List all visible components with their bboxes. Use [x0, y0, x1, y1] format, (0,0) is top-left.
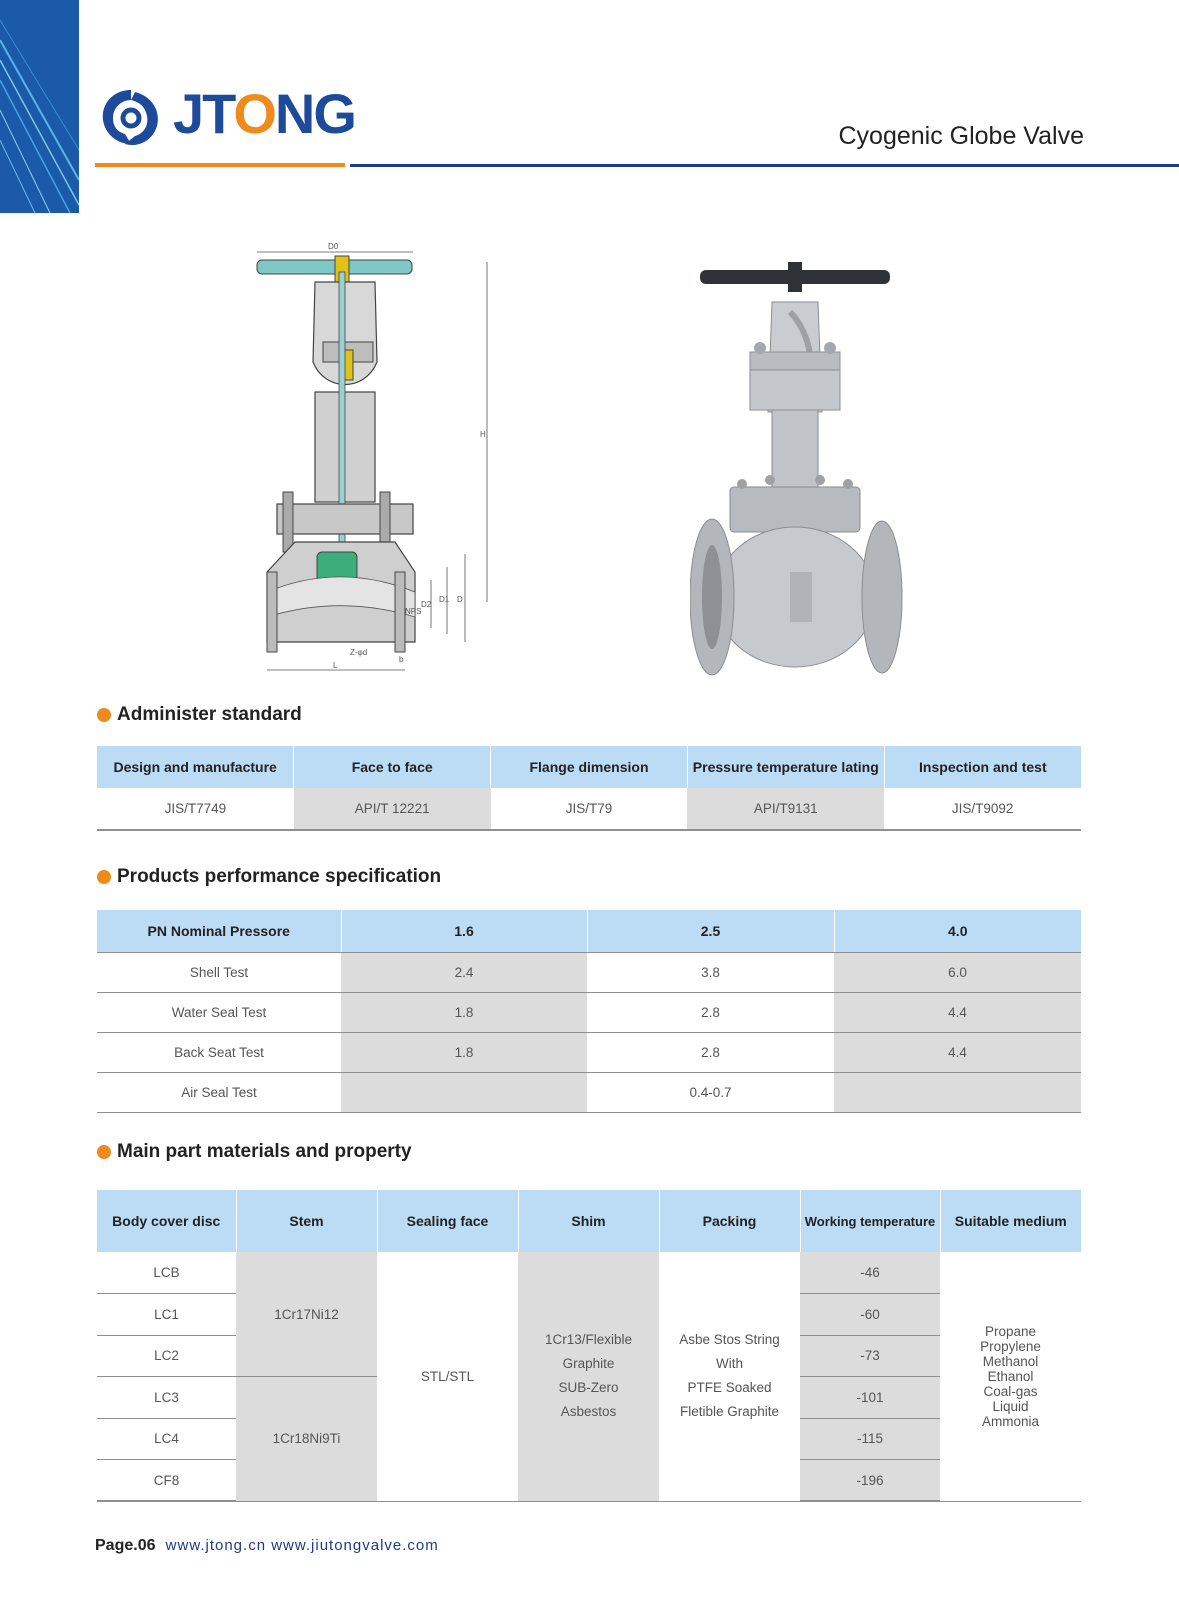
dim-l-label: L — [333, 661, 338, 670]
packing-line: Asbe Stos String — [679, 1332, 780, 1348]
header-cell: Design and manufacture — [97, 746, 294, 788]
table-cell: JIS/T79 — [491, 788, 688, 830]
table-cell: 2.8 — [587, 1032, 834, 1072]
packing-line: Fletible Graphite — [679, 1404, 780, 1420]
table-cell: JIS/T7749 — [97, 788, 294, 830]
body-cell: LC1 — [97, 1294, 236, 1336]
table-cell: 6.0 — [834, 952, 1081, 992]
page-title: Cyogenic Globe Valve — [838, 122, 1084, 150]
packing-line: PTFE Soaked — [687, 1380, 772, 1396]
standard-title: Administer standard — [117, 704, 302, 725]
header-cell: Packing — [659, 1190, 800, 1252]
medium-line: Coal-gas — [983, 1383, 1038, 1399]
table-cell: 0.4-0.7 — [587, 1072, 834, 1112]
table-cell: 4.4 — [834, 1032, 1081, 1072]
header-cell: Suitable medium — [940, 1190, 1081, 1252]
sealing-cell: STL/STL — [377, 1252, 518, 1501]
row-label: Water Seal Test — [97, 992, 341, 1032]
shim-line: SUB-Zero — [558, 1380, 619, 1396]
dim-d-label: D — [457, 595, 463, 604]
logo-mark-icon — [95, 82, 167, 154]
stem-cell-a: 1Cr17Ni12 — [236, 1252, 377, 1377]
brand-logo — [95, 78, 355, 158]
dim-h-label: H — [480, 430, 486, 439]
dim-d1-label: D1 — [439, 595, 450, 604]
shim-line: 1Cr13/Flexible — [544, 1332, 633, 1348]
body-cell: LC3 — [97, 1377, 236, 1419]
table-cell: JIS/T9092 — [884, 788, 1081, 830]
bullet-dot-icon — [97, 1145, 111, 1159]
table-cell: 2.8 — [587, 992, 834, 1032]
medium-line: Ethanol — [987, 1368, 1034, 1384]
row-label: Back Seat Test — [97, 1032, 341, 1072]
table-header-row — [97, 910, 1081, 952]
medium-cell — [940, 1252, 1081, 1501]
table-cell: 1.8 — [341, 992, 587, 1032]
dim-z-label: Z-φd — [350, 648, 368, 657]
table-cell — [834, 1072, 1081, 1112]
performance-title: Products performance specification — [117, 866, 442, 887]
row-label: Shell Test — [97, 952, 341, 992]
table-cell: API/T9131 — [687, 788, 884, 830]
header-cell: Pressure temperature lating — [687, 746, 884, 788]
header-rule-blue — [350, 164, 1179, 167]
page-footer — [95, 1537, 439, 1555]
table-row — [97, 1252, 1081, 1294]
header-rule-orange — [95, 163, 345, 167]
stem-cell-b: 1Cr18Ni9Ti — [236, 1377, 377, 1502]
header-cell: Shim — [518, 1190, 659, 1252]
dim-b-label: b — [399, 655, 404, 664]
header-cell: Stem — [236, 1190, 377, 1252]
body-cell: LCB — [97, 1252, 236, 1294]
temp-cell: -101 — [800, 1377, 940, 1419]
packing-line: With — [716, 1356, 743, 1372]
section-title-standard — [97, 704, 302, 726]
medium-line: Methanol — [982, 1353, 1039, 1369]
table-cell: 1.8 — [341, 1032, 587, 1072]
table-cell — [341, 1072, 587, 1112]
temp-cell: -73 — [800, 1335, 940, 1377]
header-cell: 4.0 — [834, 910, 1081, 952]
footer-urls[interactable]: www.jtong.cn www.jiutongvalve.com — [165, 1537, 439, 1554]
row-label: Air Seal Test — [97, 1072, 341, 1112]
medium-line: Liquid — [992, 1398, 1029, 1414]
shim-line: Asbestos — [560, 1404, 617, 1420]
medium-line: Propylene — [980, 1338, 1041, 1354]
header-cell: Inspection and test — [884, 746, 1081, 788]
header-cell: Working temperature — [800, 1190, 940, 1252]
packing-cell — [659, 1252, 800, 1501]
logo-wordmark: JTONG — [173, 82, 355, 145]
section-title-performance — [97, 866, 441, 888]
corner-decoration — [0, 0, 79, 213]
bullet-dot-icon — [97, 708, 111, 722]
table-header-row — [97, 1190, 1081, 1252]
header-cell: Sealing face — [377, 1190, 518, 1252]
materials-title: Main part materials and property — [117, 1141, 412, 1162]
bullet-dot-icon — [97, 870, 111, 884]
header-cell: Flange dimension — [491, 746, 688, 788]
table-header-row — [97, 746, 1081, 788]
temp-cell: -46 — [800, 1252, 940, 1294]
medium-line: Ammonia — [981, 1413, 1040, 1429]
header-cell: 2.5 — [587, 910, 834, 952]
table-row — [97, 1072, 1081, 1112]
table-row — [97, 952, 1081, 992]
body-cell: CF8 — [97, 1460, 236, 1502]
table-row — [97, 1032, 1081, 1072]
dim-d0-label: D0 — [328, 242, 339, 251]
dim-d2-label: D2 — [421, 600, 432, 609]
shim-cell — [518, 1252, 659, 1501]
page-number: Page.06 — [95, 1537, 156, 1554]
header-cell: 1.6 — [341, 910, 587, 952]
temp-cell: -115 — [800, 1418, 940, 1460]
table-cell: API/T 12221 — [294, 788, 491, 830]
performance-table — [97, 910, 1081, 1113]
standard-table — [97, 746, 1081, 831]
shim-line: Graphite — [562, 1356, 615, 1372]
table-row — [97, 788, 1081, 830]
table-row — [97, 992, 1081, 1032]
valve-technical-drawing — [255, 242, 515, 692]
temp-cell: -196 — [800, 1460, 940, 1502]
header-cell: Face to face — [294, 746, 491, 788]
table-cell: 3.8 — [587, 952, 834, 992]
table-cell: 2.4 — [341, 952, 587, 992]
valve-product-photo — [690, 262, 930, 692]
body-cell: LC2 — [97, 1335, 236, 1377]
body-cell: LC4 — [97, 1418, 236, 1460]
dim-nps-label: NPS — [405, 607, 422, 616]
section-title-materials — [97, 1141, 412, 1163]
medium-line: Propane — [984, 1323, 1037, 1339]
table-cell: 4.4 — [834, 992, 1081, 1032]
materials-table — [97, 1190, 1081, 1502]
header-cell: PN Nominal Pressore — [97, 910, 341, 952]
temp-cell: -60 — [800, 1294, 940, 1336]
header-cell: Body cover disc — [97, 1190, 236, 1252]
